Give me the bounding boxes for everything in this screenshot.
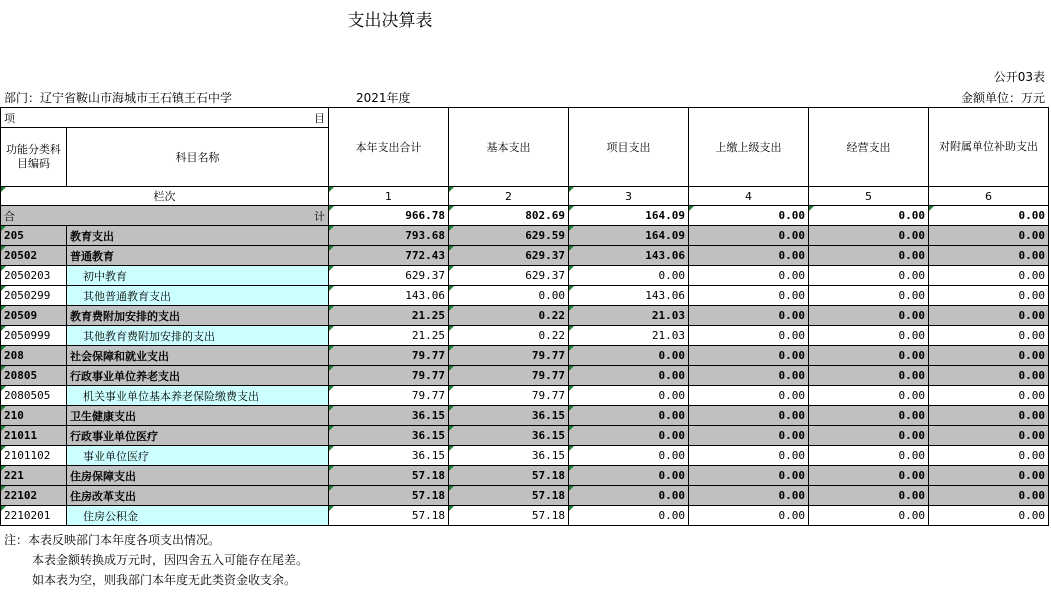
row-value-1[interactable]: 36.15 (329, 446, 449, 466)
row-value-3[interactable]: 0.00 (569, 386, 689, 406)
row-code[interactable]: 20805 (1, 366, 67, 386)
row-code[interactable]: 2210201 (1, 506, 67, 526)
total-value-5[interactable]: 0.00 (809, 206, 929, 226)
row-value-3[interactable]: 0.00 (569, 506, 689, 526)
table-row (1, 406, 1049, 426)
row-code[interactable]: 2080505 (1, 386, 67, 406)
row-value-4[interactable]: 0.00 (689, 266, 809, 286)
row-value-6[interactable]: 0.00 (929, 246, 1049, 266)
table-row (1, 346, 1049, 366)
table-row (1, 326, 1049, 346)
note-line: 注：本表反映部门本年度各项支出情况。 (4, 533, 221, 547)
col-number-3[interactable]: 3 (569, 187, 689, 206)
row-value-3[interactable]: 21.03 (569, 326, 689, 346)
row-value-2[interactable]: 629.37 (449, 266, 569, 286)
row-value-1[interactable]: 21.25 (329, 306, 449, 326)
table-row (1, 386, 1049, 406)
row-value-1[interactable]: 21.25 (329, 326, 449, 346)
row-code[interactable]: 208 (1, 346, 67, 366)
row-value-4[interactable]: 0.00 (689, 306, 809, 326)
row-code[interactable]: 2050299 (1, 286, 67, 306)
row-value-3[interactable]: 0.00 (569, 446, 689, 466)
row-value-5[interactable]: 0.00 (809, 346, 929, 366)
row-name[interactable]: 初中教育 (67, 266, 329, 286)
row-value-6[interactable]: 0.00 (929, 306, 1049, 326)
table-row (1, 426, 1049, 446)
row-value-5[interactable]: 0.00 (809, 506, 929, 526)
row-name[interactable]: 住房保障支出 (67, 466, 329, 486)
row-value-1[interactable]: 79.77 (329, 386, 449, 406)
row-name[interactable]: 行政事业单位医疗 (67, 426, 329, 446)
row-value-4[interactable]: 0.00 (689, 246, 809, 266)
col-header-4[interactable]: 经营支出 (809, 108, 929, 187)
row-value-5[interactable]: 0.00 (809, 266, 929, 286)
col-header-1[interactable]: 基本支出 (449, 108, 569, 187)
row-value-6[interactable]: 0.00 (929, 226, 1049, 246)
row-value-3[interactable]: 0.00 (569, 486, 689, 506)
row-code[interactable]: 210 (1, 406, 67, 426)
row-value-2[interactable]: 79.77 (449, 346, 569, 366)
row-value-6[interactable]: 0.00 (929, 466, 1049, 486)
row-value-6[interactable]: 0.00 (929, 346, 1049, 366)
row-value-3[interactable]: 0.00 (569, 346, 689, 366)
row-value-1[interactable]: 36.15 (329, 406, 449, 426)
row-value-5[interactable]: 0.00 (809, 466, 929, 486)
row-value-2[interactable]: 57.18 (449, 466, 569, 486)
item-right-label: 目 (314, 111, 325, 125)
row-value-3[interactable]: 164.09 (569, 226, 689, 246)
row-value-2[interactable]: 57.18 (449, 506, 569, 526)
total-left-label: 合 (4, 209, 15, 223)
row-name[interactable]: 事业单位医疗 (67, 446, 329, 466)
row-code[interactable]: 2101102 (1, 446, 67, 466)
row-value-2[interactable]: 36.15 (449, 406, 569, 426)
row-value-1[interactable]: 57.18 (329, 486, 449, 506)
subject-name-header[interactable]: 科目名称 (67, 128, 329, 187)
row-value-5[interactable]: 0.00 (809, 306, 929, 326)
row-value-3[interactable]: 0.00 (569, 406, 689, 426)
row-value-1[interactable]: 57.18 (329, 506, 449, 526)
row-code[interactable]: 22102 (1, 486, 67, 506)
row-value-2[interactable]: 57.18 (449, 486, 569, 506)
row-value-4[interactable]: 0.00 (689, 366, 809, 386)
form-number: 公开03表 (993, 70, 1045, 84)
row-code[interactable]: 20509 (1, 306, 67, 326)
row-value-5[interactable]: 0.00 (809, 226, 929, 246)
row-value-6[interactable]: 0.00 (929, 486, 1049, 506)
total-right-label: 计 (314, 209, 325, 223)
row-value-6[interactable]: 0.00 (929, 366, 1049, 386)
item-header-cell[interactable] (1, 108, 329, 128)
department-label: 部门：辽宁省鞍山市海城市王石镇王石中学 (4, 91, 233, 105)
row-value-2[interactable]: 79.77 (449, 366, 569, 386)
page-title: 支出决算表 (347, 11, 433, 31)
col-header-3[interactable]: 上缴上级支出 (689, 108, 809, 187)
row-value-2[interactable]: 629.37 (449, 246, 569, 266)
row-name[interactable]: 行政事业单位养老支出 (67, 366, 329, 386)
table-row (1, 506, 1049, 526)
row-value-4[interactable]: 0.00 (689, 286, 809, 306)
row-value-4[interactable]: 0.00 (689, 426, 809, 446)
total-row (1, 206, 1049, 226)
row-value-2[interactable]: 0.22 (449, 326, 569, 346)
total-value-6[interactable]: 0.00 (929, 206, 1049, 226)
col-number-label[interactable]: 栏次 (1, 187, 329, 206)
row-value-4[interactable]: 0.00 (689, 486, 809, 506)
note-line: 如本表为空，则我部门本年度无此类资金收支余。 (32, 573, 297, 587)
total-value-2[interactable]: 802.69 (449, 206, 569, 226)
row-value-4[interactable]: 0.00 (689, 466, 809, 486)
row-name[interactable]: 卫生健康支出 (67, 406, 329, 426)
col-number-2[interactable]: 2 (449, 187, 569, 206)
row-value-1[interactable]: 79.77 (329, 346, 449, 366)
row-name[interactable]: 教育费附加安排的支出 (67, 306, 329, 326)
row-value-1[interactable]: 36.15 (329, 426, 449, 446)
row-value-2[interactable]: 36.15 (449, 426, 569, 446)
note-line: 本表金额转换成万元时，因四舍五入可能存在尾差。 (32, 553, 309, 567)
row-name[interactable]: 机关事业单位基本养老保险缴费支出 (67, 386, 329, 406)
row-value-2[interactable]: 629.59 (449, 226, 569, 246)
table-row (1, 266, 1049, 286)
row-value-1[interactable]: 143.06 (329, 286, 449, 306)
row-value-4[interactable]: 0.00 (689, 386, 809, 406)
row-name[interactable]: 社会保障和就业支出 (67, 346, 329, 366)
row-value-6[interactable]: 0.00 (929, 286, 1049, 306)
row-code[interactable]: 2050999 (1, 326, 67, 346)
row-code[interactable]: 221 (1, 466, 67, 486)
row-name[interactable]: 住房公积金 (67, 506, 329, 526)
row-code[interactable]: 20502 (1, 246, 67, 266)
row-value-2[interactable]: 36.15 (449, 446, 569, 466)
row-name[interactable]: 住房改革支出 (67, 486, 329, 506)
row-value-3[interactable]: 21.03 (569, 306, 689, 326)
row-value-4[interactable]: 0.00 (689, 446, 809, 466)
col-number-6[interactable]: 6 (929, 187, 1049, 206)
total-value-3[interactable]: 164.09 (569, 206, 689, 226)
row-value-4[interactable]: 0.00 (689, 506, 809, 526)
row-value-4[interactable]: 0.00 (689, 226, 809, 246)
row-value-2[interactable]: 0.00 (449, 286, 569, 306)
row-value-3[interactable]: 143.06 (569, 286, 689, 306)
row-value-6[interactable]: 0.00 (929, 406, 1049, 426)
row-value-4[interactable]: 0.00 (689, 406, 809, 426)
row-value-6[interactable]: 0.00 (929, 426, 1049, 446)
table-row (1, 366, 1049, 386)
row-value-6[interactable]: 0.00 (929, 386, 1049, 406)
row-name[interactable]: 其他普通教育支出 (67, 286, 329, 306)
row-name[interactable]: 普通教育 (67, 246, 329, 266)
table-row (1, 446, 1049, 466)
row-value-1[interactable]: 772.43 (329, 246, 449, 266)
total-value-1[interactable]: 966.78 (329, 206, 449, 226)
table-row (1, 306, 1049, 326)
row-value-3[interactable]: 0.00 (569, 466, 689, 486)
year-label: 2021年度 (356, 91, 411, 105)
row-value-3[interactable]: 0.00 (569, 266, 689, 286)
func-code-header[interactable]: 功能分类科目编码 (1, 128, 67, 187)
row-value-6[interactable]: 0.00 (929, 506, 1049, 526)
unit-label: 金额单位：万元 (960, 91, 1045, 105)
row-value-3[interactable]: 143.06 (569, 246, 689, 266)
row-value-1[interactable]: 793.68 (329, 226, 449, 246)
row-value-2[interactable]: 0.22 (449, 306, 569, 326)
item-left-label: 项 (4, 111, 15, 125)
row-value-4[interactable]: 0.00 (689, 346, 809, 366)
row-name[interactable]: 教育支出 (67, 226, 329, 246)
row-value-5[interactable]: 0.00 (809, 486, 929, 506)
row-value-1[interactable]: 629.37 (329, 266, 449, 286)
row-value-6[interactable]: 0.00 (929, 266, 1049, 286)
row-value-1[interactable]: 79.77 (329, 366, 449, 386)
table-row (1, 486, 1049, 506)
table-row (1, 226, 1049, 246)
table-row (1, 466, 1049, 486)
total-value-4[interactable]: 0.00 (689, 206, 809, 226)
row-value-5[interactable]: 0.00 (809, 246, 929, 266)
row-value-5[interactable]: 0.00 (809, 386, 929, 406)
row-code[interactable]: 205 (1, 226, 67, 246)
col-header-5[interactable]: 对附属单位补助支出 (929, 108, 1049, 187)
row-value-2[interactable]: 79.77 (449, 386, 569, 406)
row-value-5[interactable]: 0.00 (809, 366, 929, 386)
total-label-cell[interactable] (1, 206, 329, 226)
row-code[interactable]: 21011 (1, 426, 67, 446)
table-row (1, 286, 1049, 306)
row-value-3[interactable]: 0.00 (569, 366, 689, 386)
row-code[interactable]: 2050203 (1, 266, 67, 286)
col-number-4[interactable]: 4 (689, 187, 809, 206)
col-header-0[interactable]: 本年支出合计 (329, 108, 449, 187)
col-number-5[interactable]: 5 (809, 187, 929, 206)
table-row (1, 246, 1049, 266)
notes (4, 530, 308, 590)
row-name[interactable]: 其他教育费附加安排的支出 (67, 326, 329, 346)
row-value-6[interactable]: 0.00 (929, 446, 1049, 466)
row-value-5[interactable]: 0.00 (809, 426, 929, 446)
row-value-6[interactable]: 0.00 (929, 326, 1049, 346)
row-value-5[interactable]: 0.00 (809, 326, 929, 346)
row-value-1[interactable]: 57.18 (329, 466, 449, 486)
row-value-4[interactable]: 0.00 (689, 326, 809, 346)
row-value-5[interactable]: 0.00 (809, 286, 929, 306)
row-value-5[interactable]: 0.00 (809, 406, 929, 426)
row-value-5[interactable]: 0.00 (809, 446, 929, 466)
col-number-1[interactable]: 1 (329, 187, 449, 206)
row-value-3[interactable]: 0.00 (569, 426, 689, 446)
col-header-2[interactable]: 项目支出 (569, 108, 689, 187)
expenditure-table (0, 107, 1049, 526)
